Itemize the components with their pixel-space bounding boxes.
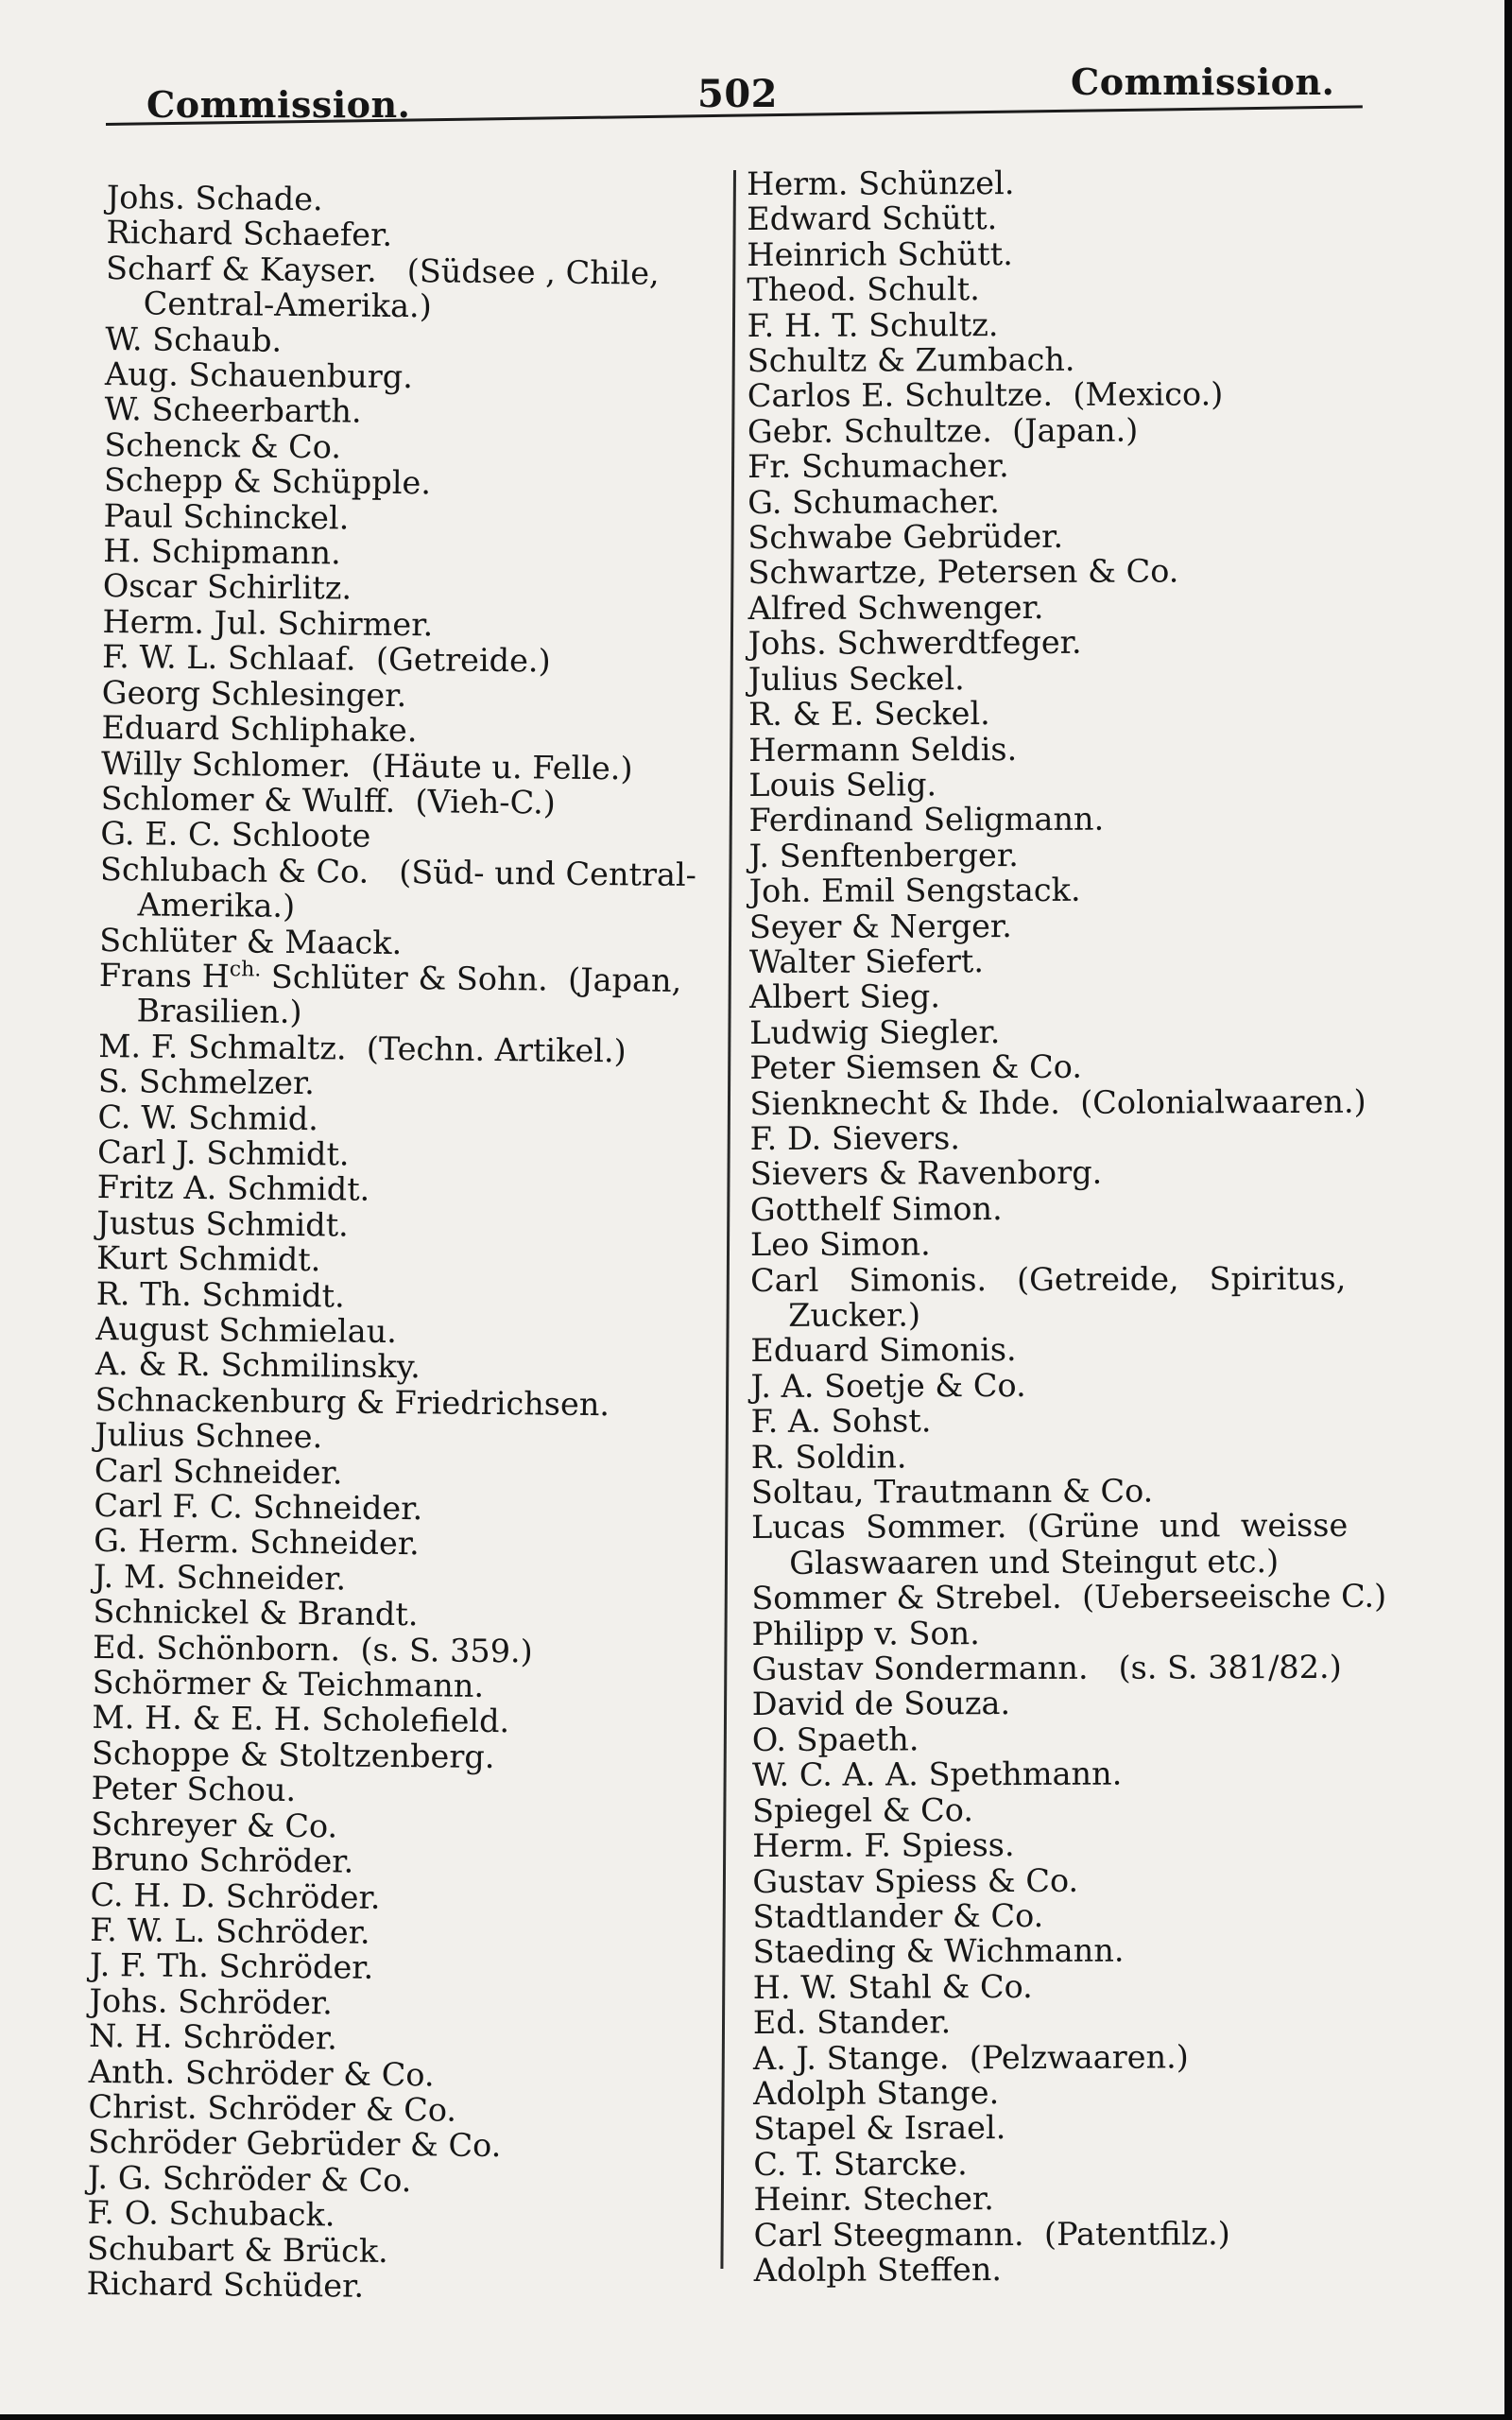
- entry-continuation: Zucker.): [788, 1296, 921, 1334]
- header-left-title: Commission.: [146, 83, 411, 126]
- directory-entry: [747, 411, 1428, 449]
- entry-text: C. H. D. Schröder.: [90, 1876, 381, 1916]
- entry-text: Christ. Schröder & Co.: [88, 2087, 457, 2129]
- entry-text: Sommer & Strebel. (Ueberseeische C.): [751, 1577, 1387, 1617]
- entry-text: Herm. Jul. Schirmer.: [102, 602, 434, 644]
- directory-entry: [748, 624, 1429, 662]
- entry-text: Philipp v. Son.: [751, 1614, 980, 1652]
- entry-text: J. M. Schneider.: [93, 1557, 347, 1598]
- entry-text: Joh. Emil Sengstack.: [748, 871, 1081, 910]
- directory-entry: [747, 376, 1428, 414]
- entry-text: Edward Schütt.: [747, 199, 998, 238]
- entry-text: Eduard Schliphake.: [101, 709, 418, 750]
- entry-text-part: Frans H: [98, 956, 230, 995]
- entry-text: Eduard Simonis.: [750, 1331, 1017, 1370]
- entry-text: Scharf & Kayser. (Südsee , Chile,: [105, 249, 660, 292]
- entry-text: Paul Schinckel.: [103, 496, 350, 537]
- entry-text: Schlomer & Wulff. (Vieh-C.): [100, 779, 556, 821]
- entry-text: Louis Selig.: [748, 766, 937, 804]
- entry-text: Carl Simonis. (Getreide, Spiritus,: [750, 1259, 1347, 1299]
- entry-text: Kurt Schmidt.: [95, 1239, 321, 1279]
- directory-entry: [753, 2073, 1434, 2111]
- directory-entry: [750, 1118, 1431, 1156]
- entry-text: Schubart & Brück.: [86, 2229, 388, 2270]
- entry-text: Gebr. Schultze. (Japan.): [747, 411, 1139, 450]
- entry-text: Aug. Schauenburg.: [104, 355, 414, 396]
- directory-entry: [750, 1154, 1431, 1192]
- directory-entry: [748, 659, 1429, 697]
- entry-text: Schepp & Schüpple.: [103, 461, 432, 502]
- directory-entry: [750, 1366, 1431, 1404]
- entry-text: Willy Schlomer. (Häute u. Felle.): [100, 744, 633, 786]
- directory-entry: [86, 2266, 710, 2308]
- entry-text: Johs. Schade.: [106, 179, 323, 218]
- entry-superscript: ch.: [229, 958, 262, 982]
- entry-text: Seyer & Nerger.: [748, 907, 1012, 945]
- entry-text: Gustav Sondermann. (s. S. 381/82.): [751, 1648, 1342, 1688]
- directory-entry: [751, 1614, 1432, 1651]
- entry-text: Schnackenburg & Friedrichsen.: [94, 1380, 610, 1423]
- entry-text: Anth. Schröder & Co.: [88, 2052, 435, 2093]
- directory-entry: [752, 1826, 1433, 1864]
- entry-text: Richard Schaefer.: [106, 214, 393, 254]
- directory-entry: [99, 852, 724, 928]
- directory-entry: [747, 164, 1427, 201]
- entry-continuation: Brasilien.): [136, 992, 302, 1031]
- entry-text: F. A. Sohst.: [750, 1402, 932, 1441]
- entry-text: Ferdinand Seligmann.: [748, 800, 1105, 839]
- directory-entry: [753, 2180, 1434, 2218]
- entry-text: Gotthelf Simon.: [749, 1189, 1003, 1228]
- entry-text: Adolph Steffen.: [753, 2251, 1003, 2289]
- entry-text: Georg Schlesinger.: [101, 673, 407, 714]
- entry-text: J. A. Soetje & Co.: [750, 1366, 1026, 1405]
- directory-entry: [753, 2003, 1434, 2041]
- directory-entry: [751, 1402, 1432, 1440]
- entry-text: Ed. Schönborn. (s. S. 359.): [92, 1628, 533, 1670]
- directory-entry: [751, 1508, 1432, 1581]
- directory-entry: [750, 1331, 1431, 1369]
- entry-text: Ludwig Siegler.: [749, 1012, 1001, 1051]
- entry-text: J. F. Th. Schröder.: [89, 1946, 374, 1987]
- entry-text: F. D. Sievers.: [749, 1119, 961, 1157]
- entry-text: Schenck & Co.: [104, 425, 342, 466]
- entry-text: H. Schipmann.: [103, 532, 341, 572]
- header-right-title: Commission.: [1071, 60, 1335, 103]
- directory-entry: [753, 1932, 1434, 1970]
- directory-entry: [748, 836, 1429, 873]
- entry-text: Schlüter & Maack.: [99, 921, 403, 961]
- directory-entry: [752, 1720, 1433, 1757]
- entry-text: Stadtlander & Co.: [752, 1896, 1044, 1935]
- entry-text: H. W. Stahl & Co.: [752, 1967, 1033, 2006]
- entry-text: C. W. Schmid.: [97, 1098, 319, 1137]
- entry-text: J. G. Schröder & Co.: [87, 2158, 412, 2199]
- entry-text: Oscar Schirlitz.: [102, 567, 352, 607]
- entry-text: Schreyer & Co.: [91, 1805, 338, 1845]
- page-number: 502: [697, 72, 778, 116]
- right-column: [747, 164, 1435, 2288]
- entry-text: G. E. C. Schloote: [100, 815, 371, 856]
- entry-text: Alfred Schwenger.: [747, 588, 1044, 627]
- directory-entry: [749, 1083, 1430, 1121]
- entry-text: R. Th. Schmidt.: [95, 1274, 345, 1315]
- entry-text: Soltau, Trautmann & Co.: [750, 1472, 1154, 1512]
- directory-entry: [752, 1896, 1433, 1934]
- directory-entry: [751, 1650, 1432, 1687]
- directory-entry: [748, 765, 1429, 803]
- entry-text: O. Spaeth.: [751, 1720, 919, 1758]
- entry-text: Schnickel & Brandt.: [93, 1593, 419, 1634]
- entry-text: A. J. Stange. (Pelzwaaren.): [752, 2037, 1189, 2077]
- entry-text: Herm. F. Spiess.: [752, 1826, 1015, 1865]
- directory-entry: [749, 872, 1430, 909]
- entry-text: Herm. Schünzel.: [746, 164, 1015, 202]
- entry-continuation: Amerika.): [137, 886, 296, 925]
- entry-text: Schultz & Zumbach.: [747, 340, 1075, 380]
- entry-text: Heinrich Schütt.: [747, 234, 1013, 273]
- directory-entry: [749, 1012, 1430, 1050]
- entry-text: Hermann Seldis.: [748, 730, 1018, 769]
- entry-text: F. H. T. Schultz.: [747, 305, 999, 344]
- directory-entry: [753, 2144, 1434, 2182]
- entry-text: Schwartze, Petersen & Co.: [747, 552, 1179, 592]
- directory-entry: [754, 2215, 1435, 2253]
- directory-entry: [752, 1861, 1433, 1899]
- entry-text: R. Soldin.: [750, 1438, 907, 1476]
- directory-entry: [747, 553, 1428, 591]
- entry-text: J. Senftenberger.: [748, 836, 1019, 874]
- entry-text: Carlos E. Schultze. (Mexico.): [747, 375, 1224, 415]
- entry-text: Carl Schneider.: [94, 1451, 343, 1492]
- directory-entry: [752, 1685, 1433, 1722]
- directory-entry: [98, 958, 723, 1034]
- entry-text: Albert Sieg.: [748, 977, 941, 1016]
- entry-text: M. F. Schmaltz. (Techn. Artikel.): [98, 1027, 627, 1070]
- directory-entry: [754, 2250, 1435, 2288]
- entry-text: A. & R. Schmilinsky.: [94, 1345, 421, 1386]
- entry-text: Justus Schmidt.: [96, 1203, 349, 1244]
- entry-text: Johs. Schwerdtfeger.: [747, 624, 1082, 663]
- entry-text: Theod. Schult.: [747, 270, 980, 309]
- entry-continuation: Glaswaaren und Steingut etc.): [789, 1542, 1280, 1582]
- directory-entry: [750, 1189, 1431, 1227]
- directory-entry: [747, 270, 1427, 308]
- directory-entry: [751, 1437, 1432, 1475]
- entry-text: G. Herm. Schneider.: [93, 1522, 420, 1563]
- entry-text: G. Schumacher.: [747, 482, 1000, 521]
- entry-text: Schörmer & Teichmann.: [92, 1663, 485, 1704]
- entry-continuation: Central-Amerika.): [143, 285, 432, 325]
- entry-text: Carl F. C. Schneider.: [94, 1486, 423, 1528]
- entry-text: M. H. & E. H. Scholefield.: [92, 1699, 510, 1740]
- entry-text: N. H. Schröder.: [88, 2017, 338, 2057]
- entry-text: Peter Siemsen & Co.: [749, 1047, 1083, 1087]
- entry-text: Staeding & Wichmann.: [752, 1931, 1125, 1971]
- entry-text-part: Schlüter & Sohn. (Japan,: [261, 958, 682, 999]
- directory-entry: [747, 518, 1428, 556]
- directory-entry: [750, 1260, 1431, 1333]
- entry-text: Lucas Sommer. (Grüne und weisse: [750, 1507, 1349, 1547]
- directory-entry: [749, 1048, 1430, 1086]
- entry-text: Heinr. Stecher.: [753, 2180, 994, 2219]
- entry-text: Julius Schnee.: [94, 1416, 323, 1456]
- entry-text: W. Scheerbarth.: [104, 390, 362, 431]
- directory-entry: [752, 1790, 1433, 1828]
- entry-text: F. W. L. Schröder.: [90, 1910, 370, 1951]
- directory-entry: [749, 942, 1430, 979]
- entry-text: Ed. Stander.: [752, 2003, 952, 2042]
- entry-text: August Schmielau.: [95, 1309, 398, 1351]
- entry-text: Gustav Spiess & Co.: [752, 1861, 1079, 1900]
- entry-text: Leo Simon.: [749, 1225, 931, 1264]
- entry-text: Sievers & Ravenborg.: [749, 1154, 1103, 1193]
- entry-text: Julius Seckel.: [747, 659, 965, 698]
- entry-text: David de Souza.: [751, 1685, 1011, 1723]
- directory-entry: [753, 1967, 1434, 2005]
- entry-text: W. C. A. A. Spethmann.: [751, 1754, 1123, 1794]
- entry-text: F. O. Schuback.: [87, 2194, 335, 2234]
- entry-text: Spiegel & Co.: [752, 1790, 974, 1829]
- directory-entry: [747, 234, 1427, 272]
- directory-entry: [747, 482, 1428, 520]
- entry-text: Schlubach & Co. (Süd- und Central-: [99, 850, 697, 893]
- directory-entry: [750, 1225, 1431, 1263]
- entry-text: Walter Siefert.: [748, 942, 985, 980]
- directory-entry: [749, 907, 1430, 944]
- directory-entry: [748, 730, 1429, 768]
- entry-text: Carl J. Schmidt.: [96, 1132, 350, 1173]
- directory-entry: [751, 1579, 1432, 1616]
- entry-text: Stapel & Israel.: [753, 2109, 1006, 2148]
- entry-text: Schoppe & Stoltzenberg.: [91, 1734, 495, 1775]
- entry-text: Carl Steegmann. (Patentfilz.): [753, 2214, 1230, 2254]
- directory-entry: [749, 977, 1430, 1015]
- directory-entry: [753, 2038, 1434, 2076]
- left-column: [86, 180, 730, 2308]
- entry-text: Peter Schou.: [91, 1770, 297, 1809]
- directory-entry: [106, 251, 730, 327]
- directory-entry: [747, 305, 1428, 343]
- entry-text: W. Schaub.: [105, 320, 283, 359]
- entry-text: R. & E. Seckel.: [747, 695, 990, 734]
- directory-entry: [752, 1755, 1433, 1793]
- directory-entry: [747, 341, 1428, 379]
- directory-entry: [751, 1473, 1432, 1511]
- directory-entry: [748, 588, 1429, 626]
- directory-entry: [747, 199, 1427, 237]
- entry-text: Sienknecht & Ihde. (Colonialwaaren.): [749, 1082, 1366, 1122]
- entry-text: F. W. L. Schlaaf. (Getreide.): [101, 638, 551, 680]
- entry-text: Fr. Schumacher.: [747, 447, 1009, 486]
- directory-entry: [753, 2109, 1434, 2147]
- entry-text: Johs. Schröder.: [89, 1981, 334, 2022]
- directory-entry: [747, 447, 1428, 485]
- directory-entry: [748, 801, 1429, 838]
- entry-text: Schwabe Gebrüder.: [747, 517, 1064, 557]
- directory-entry: [748, 695, 1429, 733]
- entry-text: Fritz A. Schmidt.: [96, 1168, 370, 1209]
- entry-text: Schröder Gebrüder & Co.: [87, 2123, 502, 2165]
- entry-text: Bruno Schröder.: [90, 1841, 354, 1880]
- entry-text: Adolph Stange.: [753, 2074, 1000, 2112]
- entry-text: S. Schmelzer.: [97, 1063, 316, 1102]
- entry-text: C. T. Starcke.: [753, 2144, 968, 2183]
- entry-text: Richard Schüder.: [86, 2264, 365, 2305]
